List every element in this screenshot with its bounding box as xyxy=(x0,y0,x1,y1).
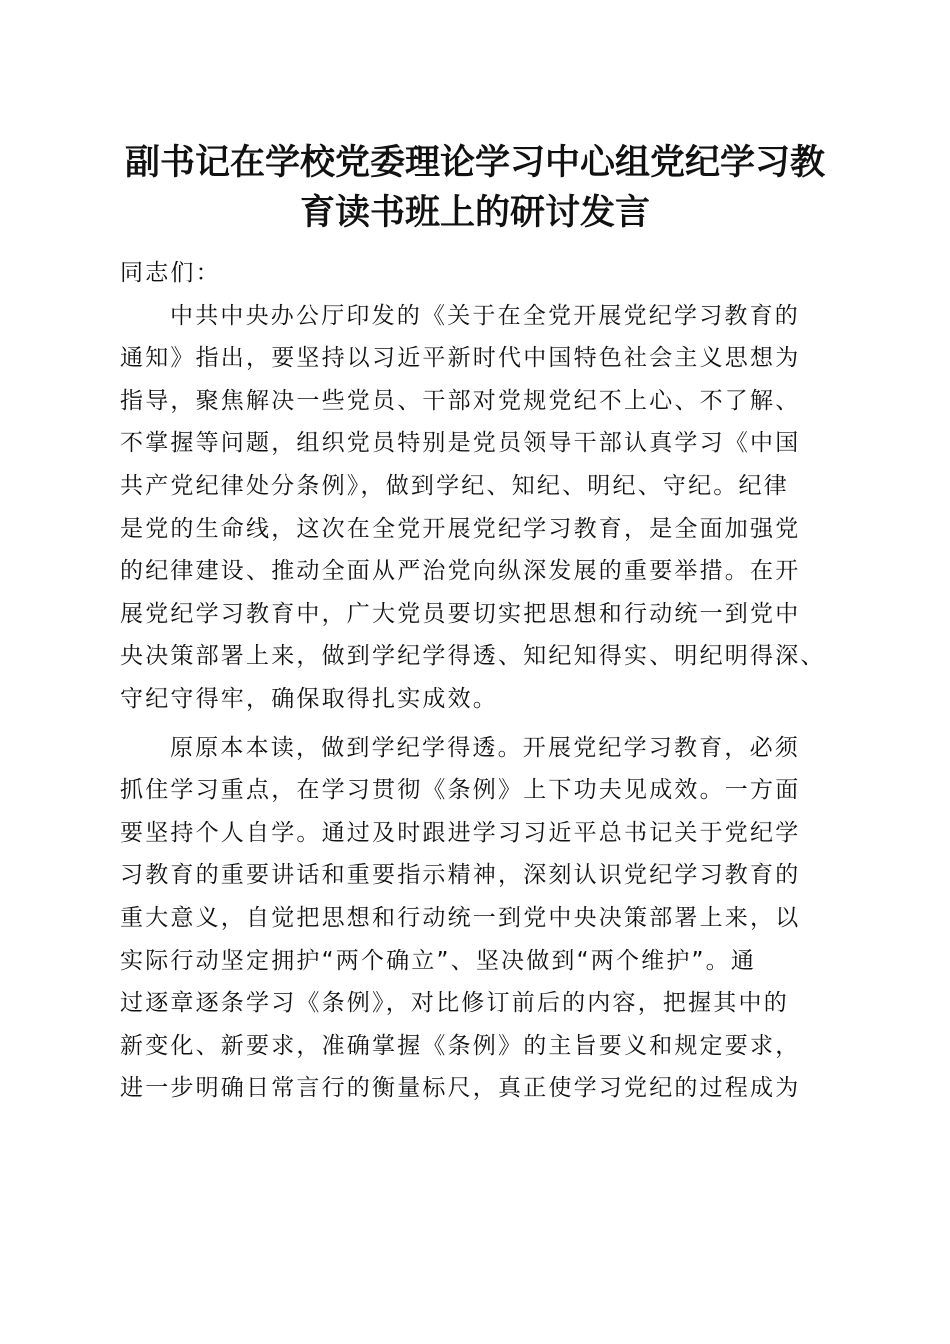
paragraph-2 xyxy=(120,727,840,1110)
paragraph-line: 不掌握等问题，组织党员特别是党员领导干部认真学习《中国 xyxy=(120,430,801,457)
paragraph-line: 要坚持个人自学。通过及时跟进学习习近平总书记关于党纪学 xyxy=(120,819,801,846)
paragraph-line: 央决策部署上来，做到学纪学得透、知纪知得实、明纪明得深、 xyxy=(120,643,826,670)
salutation: 同志们： xyxy=(120,260,221,286)
paragraph-line: 重大意义，自觉把思想和行动统一到党中央决策部署上来，以 xyxy=(120,904,801,931)
paragraph-line: 原原本本读，做到学纪学得透。开展党纪学习教育，必须 xyxy=(170,734,800,761)
paragraph-line: 展党纪学习教育中，广大党员要切实把思想和行动统一到党中 xyxy=(120,600,801,627)
paragraph-line: 中共中央办公厅印发的《关于在全党开展党纪学习教育的 xyxy=(170,302,800,329)
paragraph-line: 的纪律建设、推动全面从严治党向纵深发展的重要举措。在开 xyxy=(120,558,801,585)
paragraph-line: 守纪守得牢，确保取得扎实成效。 xyxy=(120,685,498,712)
paragraph-line: 过逐章逐条学习《条例》，对比修订前后的内容，把握其中的 xyxy=(120,990,789,1017)
paragraph-line: 新变化、新要求，准确掌握《条例》的主旨要义和规定要求， xyxy=(120,1032,801,1059)
paragraph-line: 指导，聚焦解决一些党员、干部对党规党纪不上心、不了解、 xyxy=(120,387,801,414)
paragraph-line: 实际行动坚定拥护“两个确立”、坚决做到“两个维护”。通 xyxy=(120,947,757,974)
paragraph-1 xyxy=(120,295,840,721)
paragraph-line: 进一步明确日常言行的衡量标尺，真正使学习党纪的过程成为 xyxy=(120,1075,801,1102)
paragraph-line: 通知》指出，要坚持以习近平新时代中国特色社会主义思想为 xyxy=(120,345,801,372)
document-title xyxy=(100,138,850,238)
title-line-1: 副书记在学校党委理论学习中心组党纪学习教 xyxy=(124,142,825,183)
paragraph-line: 习教育的重要讲话和重要指示精神，深刻认识党纪学习教育的 xyxy=(120,862,801,889)
paragraph-line: 共产党纪律处分条例》，做到学纪、知纪、明纪、守纪。纪律 xyxy=(120,472,789,499)
document-body xyxy=(120,252,840,1110)
paragraph-line: 是党的生命线，这次在全党开展党纪学习教育，是全面加强党 xyxy=(120,515,801,542)
paragraph-line: 抓住学习重点，在学习贯彻《条例》上下功夫见成效。一方面 xyxy=(120,777,801,804)
title-line-2: 育读书班上的研讨发言 xyxy=(299,192,650,233)
